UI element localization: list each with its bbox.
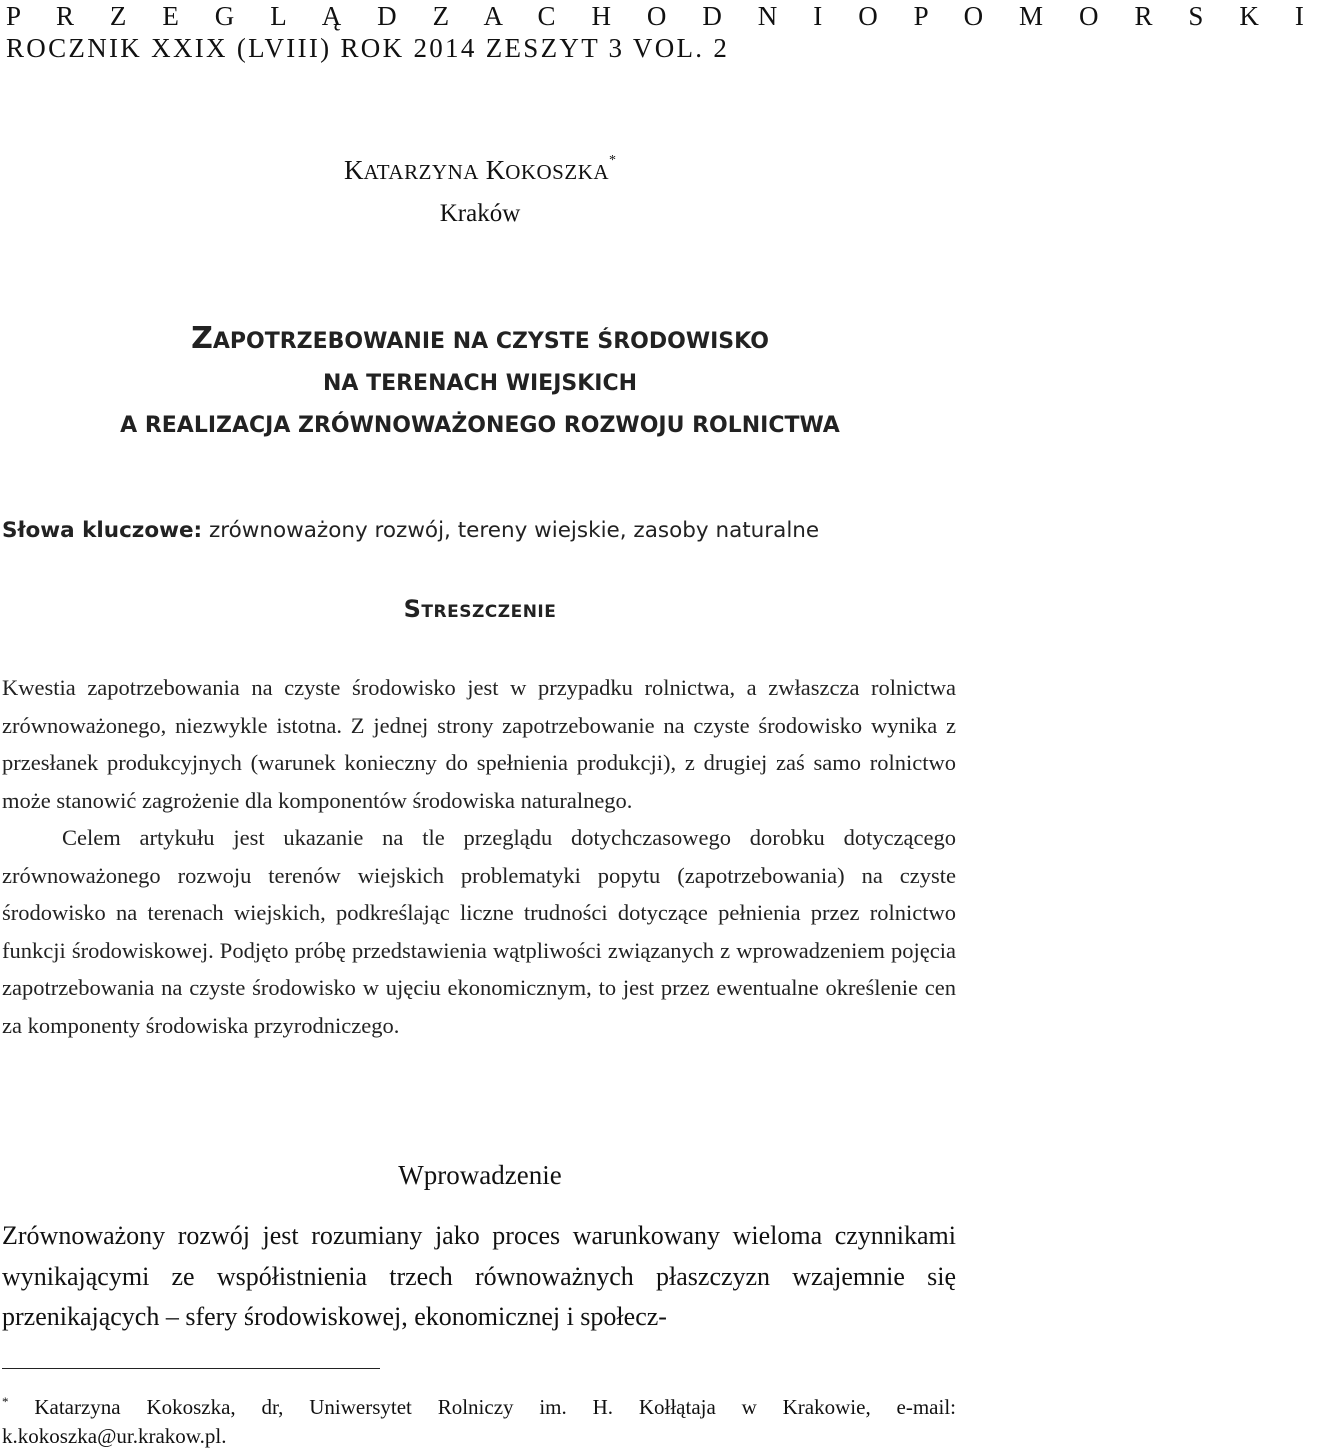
intro-body bbox=[2, 1216, 956, 1338]
abstract-heading-rest: TRESZCZENIE bbox=[421, 602, 557, 622]
intro-heading: Wprowadzenie bbox=[398, 1160, 562, 1190]
footnote-mark: * bbox=[2, 1394, 9, 1409]
author-name bbox=[0, 155, 960, 186]
author-last-initial: K bbox=[485, 155, 506, 185]
title-line-3: A REALIZACJA ZRÓWNOWAŻONEGO ROZWOJU ROLNICTWA bbox=[120, 413, 840, 438]
journal-name: P R Z E G L Ą D Z A C H O D N I O P O M O R S K I bbox=[6, 1, 1318, 31]
title-initial: Z bbox=[191, 321, 213, 356]
footnote-rule bbox=[2, 1368, 380, 1369]
abstract-paragraph-1: Kwestia zapotrzebowania na czyste środowisko jest w przypadku rolnictwa, a zwłaszcza rolnictwa zrównoważonego, niezwykle istotna. Z jednej strony zapotrzebowanie na czyste środowisko wynika z przesłanek produkcyjnych (warunek konieczny do spełnienia produkcji), z drugiej zaś samo rolnictwo może stanowić zagrożenie dla komponentów środowiska naturalnego. bbox=[2, 675, 956, 813]
abstract-paragraph-2: Celem artykułu jest ukazanie na tle przeglądu dotychczasowego dorobku dotyczącego zrównoważonego rozwoju terenów wiejskich problematyki popytu (zapotrzebowania) na czyste środowisko na terenach wiejskich, podkreślając liczne trudności dotyczące pełnienia przez rolnictwo funkcji środowiskowej. Podjęto próbę przedstawienia wątpliwości związanych z wprowadzeniem pojęcia zapotrzebowania na czyste środowisko w ujęciu ekonomicznym, to jest przez ewentualne określenie cen za komponenty środowiska przyrodniczego. bbox=[2, 825, 956, 1038]
author-first-rest: ATARZYNA bbox=[363, 160, 479, 184]
keywords-label: Słowa kluczowe: bbox=[2, 518, 203, 543]
journal-issue: ROCZNIK XXIX (LVIII) ROK 2014 ZESZYT 3 VOL. 2 bbox=[6, 33, 730, 63]
author-footnote-mark: * bbox=[609, 153, 617, 168]
intro-paragraph-1: Zrównoważony rozwój jest rozumiany jako proces warunkowany wieloma czynnikami wynikającymi ze współistnienia trzech równoważnych płaszczyzn wzajemnie się przenikających – sfery środowiskowej, ekonomicznej i społecz- bbox=[2, 1221, 956, 1331]
author-first-initial: K bbox=[343, 155, 364, 185]
keywords bbox=[2, 518, 952, 543]
author-city: Kraków bbox=[439, 200, 521, 227]
abstract-heading-initial: S bbox=[403, 595, 422, 623]
title-line-2: NA TERENACH WIEJSKICH bbox=[322, 371, 638, 396]
footnote-text: Katarzyna Kokoszka, dr, Uniwersytet Rolniczy im. H. Kołłątaja w Krakowie, e-mail: k.kokoszka@ur.krakow.pl. bbox=[2, 1395, 956, 1448]
footnote bbox=[2, 1387, 956, 1451]
abstract-body bbox=[2, 669, 956, 1044]
abstract-heading bbox=[0, 595, 960, 623]
title-line-1-rest: APOTRZEBOWANIE NA CZYSTE ŚRODOWISKO bbox=[212, 329, 769, 354]
article-title bbox=[0, 318, 960, 447]
journal-header bbox=[6, 0, 1318, 64]
title-line-1 bbox=[0, 318, 960, 363]
keywords-text: zrównoważony rozwój, tereny wiejskie, zasoby naturalne bbox=[202, 518, 820, 543]
author-last-rest: OKOSZKA bbox=[505, 160, 610, 184]
